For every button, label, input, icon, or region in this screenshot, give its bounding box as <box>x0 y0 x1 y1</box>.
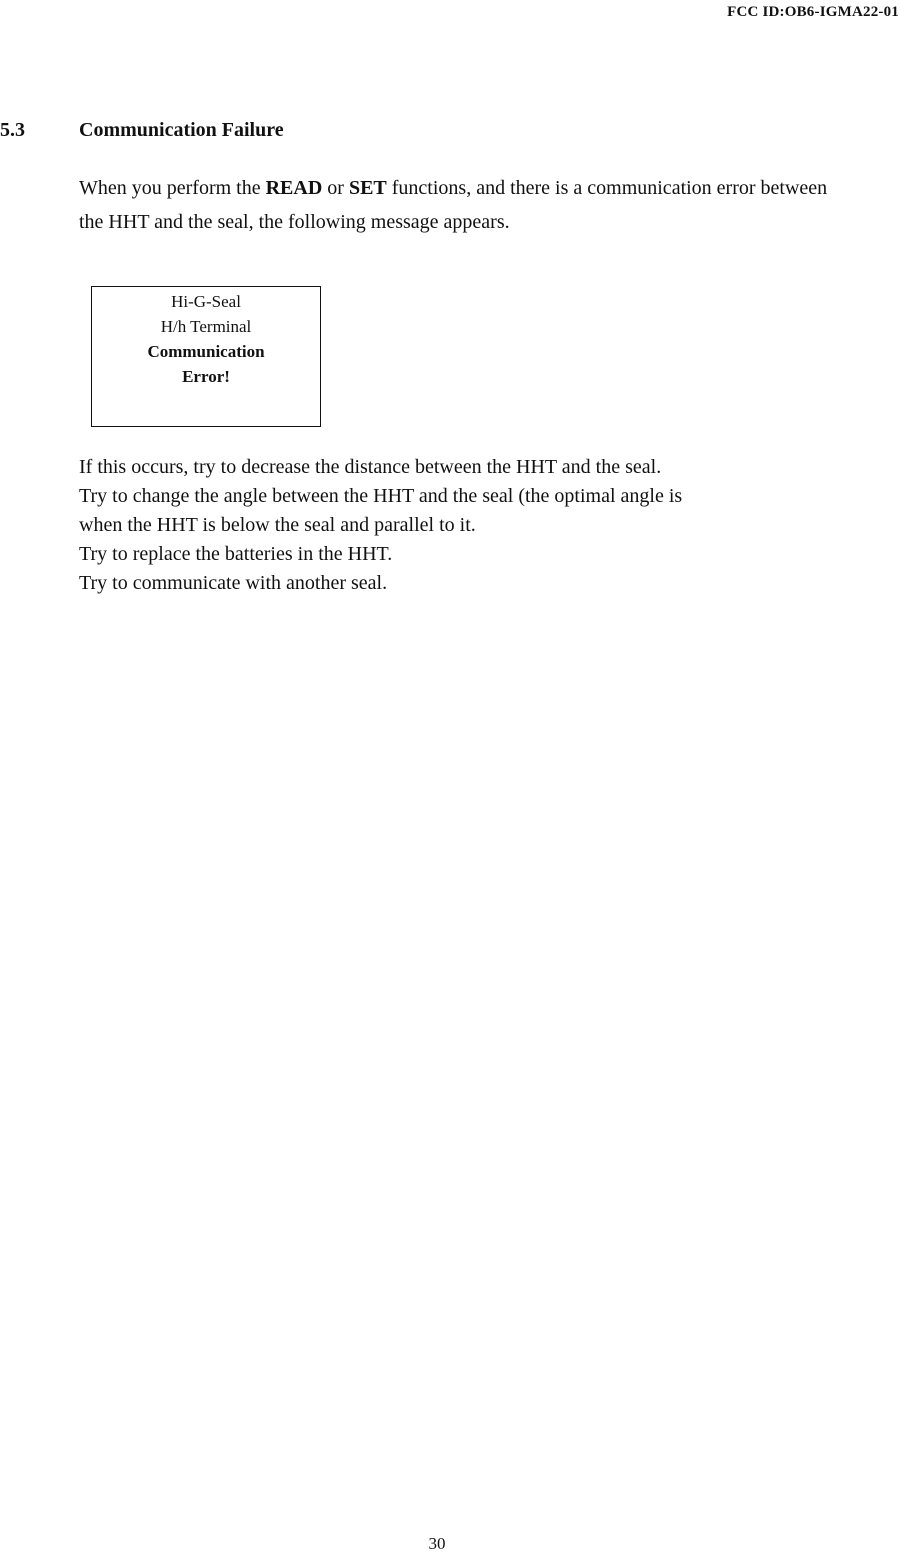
intro-text-part2: or <box>322 177 349 199</box>
troubleshooting-tips <box>79 453 869 598</box>
set-keyword: SET <box>348 177 387 199</box>
section-number: 5.3 <box>0 119 25 141</box>
tip-line: Try to replace the batteries in the HHT. <box>79 543 393 565</box>
intro-text-part1: When you perform the <box>79 177 266 199</box>
page-number: 30 <box>428 1534 446 1553</box>
screen-line-communication: Communication <box>147 342 265 361</box>
screen-line-device: Hi-G-Seal <box>171 292 241 311</box>
fcc-id-header: FCC ID:OB6-IGMA22-01 <box>727 4 899 20</box>
hht-screen-message-box <box>91 286 321 427</box>
read-keyword: READ <box>265 177 323 199</box>
tip-line: Try to change the angle between the HHT and the seal (the optimal angle is <box>79 485 683 507</box>
tip-line: If this occurs, try to decrease the distance between the HHT and the seal. <box>79 456 662 478</box>
tip-line: Try to communicate with another seal. <box>79 572 388 594</box>
screen-line-terminal: H/h Terminal <box>160 317 252 336</box>
tip-line: when the HHT is below the seal and parallel to it. <box>79 514 476 536</box>
section-title: Communication Failure <box>79 119 284 141</box>
screen-line-error: Error! <box>182 367 230 386</box>
intro-paragraph <box>79 171 849 239</box>
intro-text-part3: functions, and there is a communication error between the HHT and the seal, the following message appears. <box>79 177 828 233</box>
